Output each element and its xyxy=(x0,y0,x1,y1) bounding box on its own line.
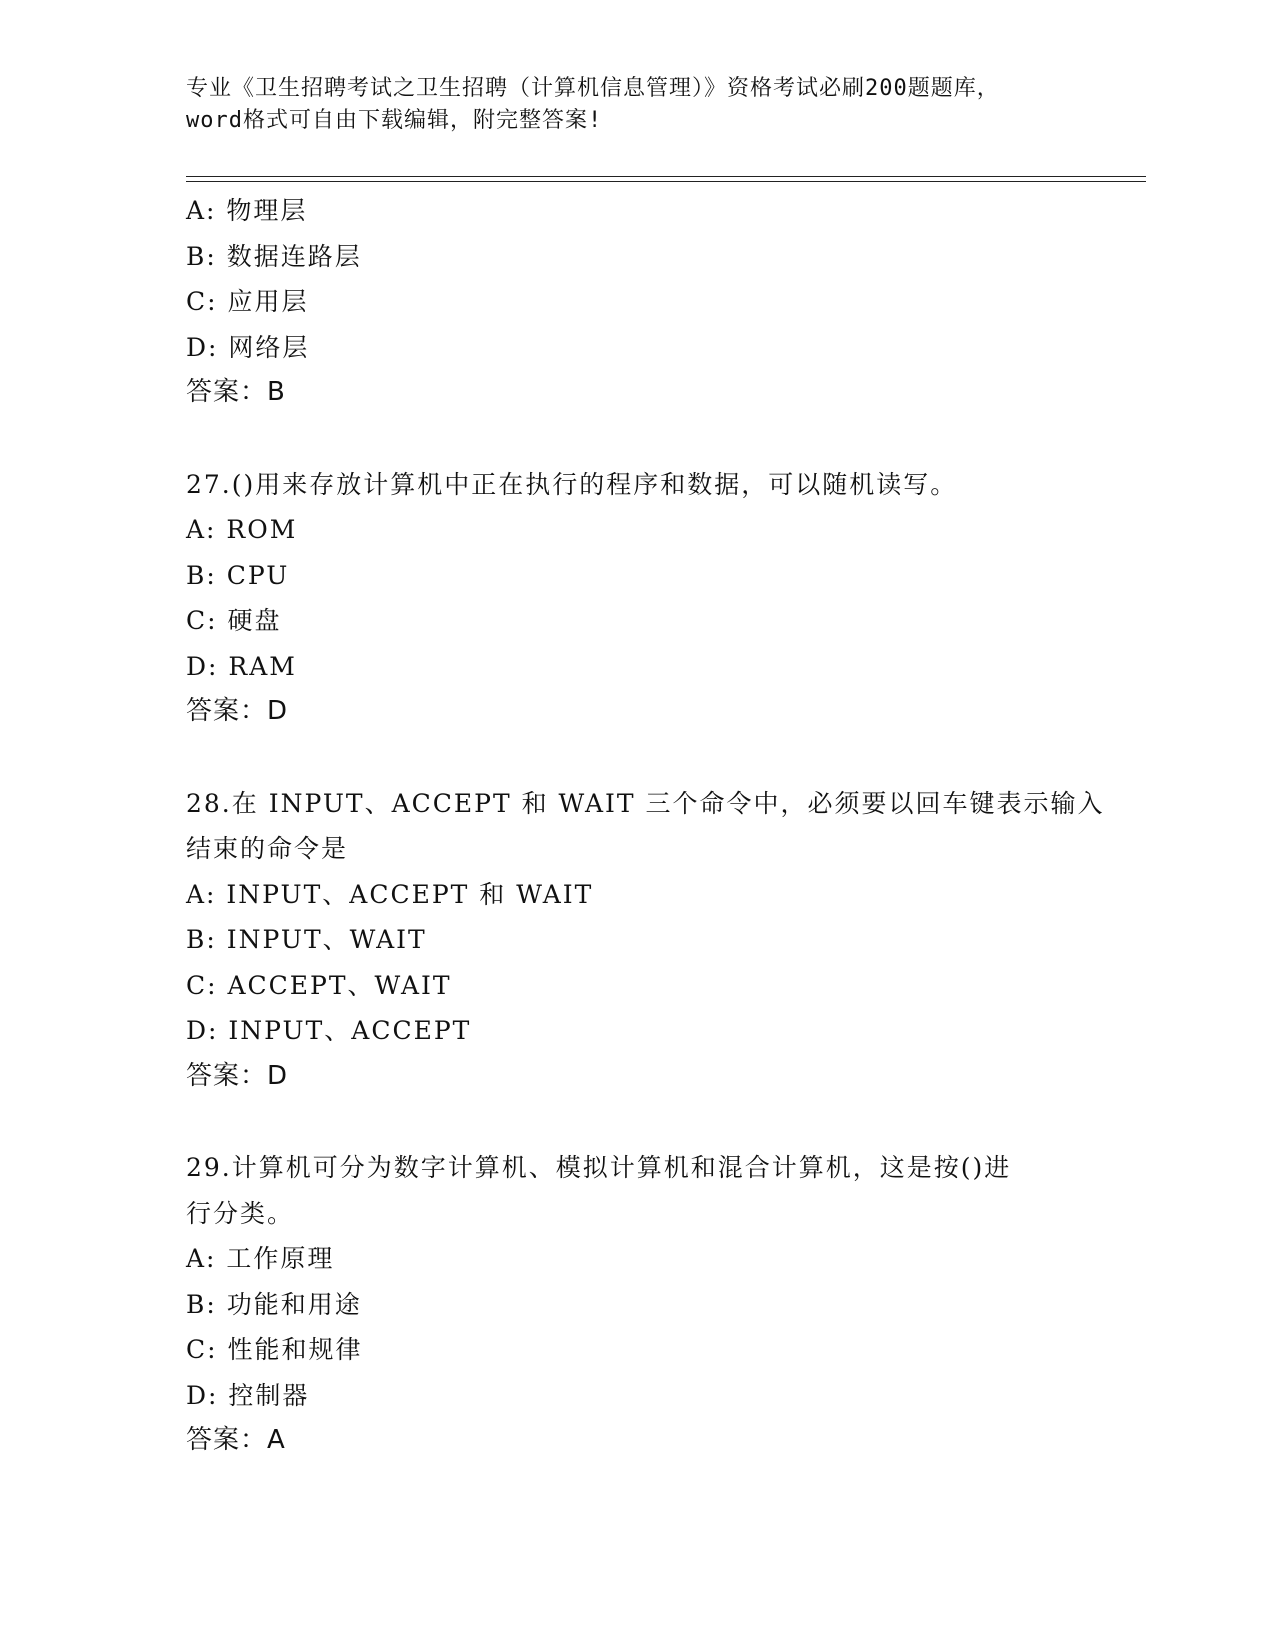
option-a: A: ROM xyxy=(186,515,298,544)
stem-line-2: 行分类。 xyxy=(186,1198,295,1228)
answer-line: 答案：A xyxy=(186,1425,286,1455)
option-c: C: 性能和规律 xyxy=(186,1335,363,1364)
option-d: D: RAM xyxy=(186,651,297,681)
option-d: D: 网络层 xyxy=(186,332,310,362)
question-list xyxy=(186,188,1105,1464)
document-header xyxy=(186,73,1086,137)
spacer xyxy=(186,735,1066,781)
rule-line-bottom xyxy=(186,181,1146,182)
header-line-2: word格式可自由下载编辑，附完整答案! xyxy=(186,108,603,133)
option-c: C: 硬盘 xyxy=(186,606,282,635)
spacer xyxy=(186,1099,1066,1145)
option-a: A: 工作原理 xyxy=(186,1244,335,1273)
question-stem xyxy=(186,462,1066,508)
stem-line-1: 29.计算机可分为数字计算机、模拟计算机和混合计算机，这是按()进 xyxy=(186,1153,1012,1182)
stem-line-1: 28.在 INPUT、ACCEPT 和 WAIT 三个命令中，必须要以回车键表示输入 xyxy=(186,788,1105,818)
option-d: D: 控制器 xyxy=(186,1380,310,1410)
option-b: B: 数据连路层 xyxy=(186,241,362,271)
option-a: A: 物理层 xyxy=(186,196,308,225)
rule-line-top xyxy=(186,176,1146,177)
stem-line-1: 27.()用来存放计算机中正在执行的程序和数据，可以随机读写。 xyxy=(186,469,958,499)
question-stem xyxy=(186,1145,1066,1236)
option-c: C: ACCEPT、WAIT xyxy=(186,970,452,1000)
answer-line: 答案：D xyxy=(186,1060,289,1091)
answer-line: 答案：B xyxy=(186,377,286,407)
stem-line-2: 结束的命令是 xyxy=(186,834,349,863)
header-double-rule xyxy=(186,176,1146,182)
header-line-1: 专业《卫生招聘考试之卫生招聘（计算机信息管理）》资格考试必刷200题题库， xyxy=(186,76,1000,101)
option-c: C: 应用层 xyxy=(186,287,309,316)
option-b: B: INPUT、WAIT xyxy=(186,925,427,954)
question-29 xyxy=(186,1145,1066,1464)
option-d: D: INPUT、ACCEPT xyxy=(186,1016,472,1045)
option-a: A: INPUT、ACCEPT 和 WAIT xyxy=(186,879,594,909)
answer-line: 答案：D xyxy=(186,696,289,726)
question-26 xyxy=(186,188,1066,416)
question-27 xyxy=(186,462,1066,735)
spacer xyxy=(186,416,1066,462)
option-b: B: CPU xyxy=(186,560,290,590)
question-28 xyxy=(186,781,1105,1100)
option-b: B: 功能和用途 xyxy=(186,1289,362,1319)
question-stem xyxy=(186,781,1105,872)
